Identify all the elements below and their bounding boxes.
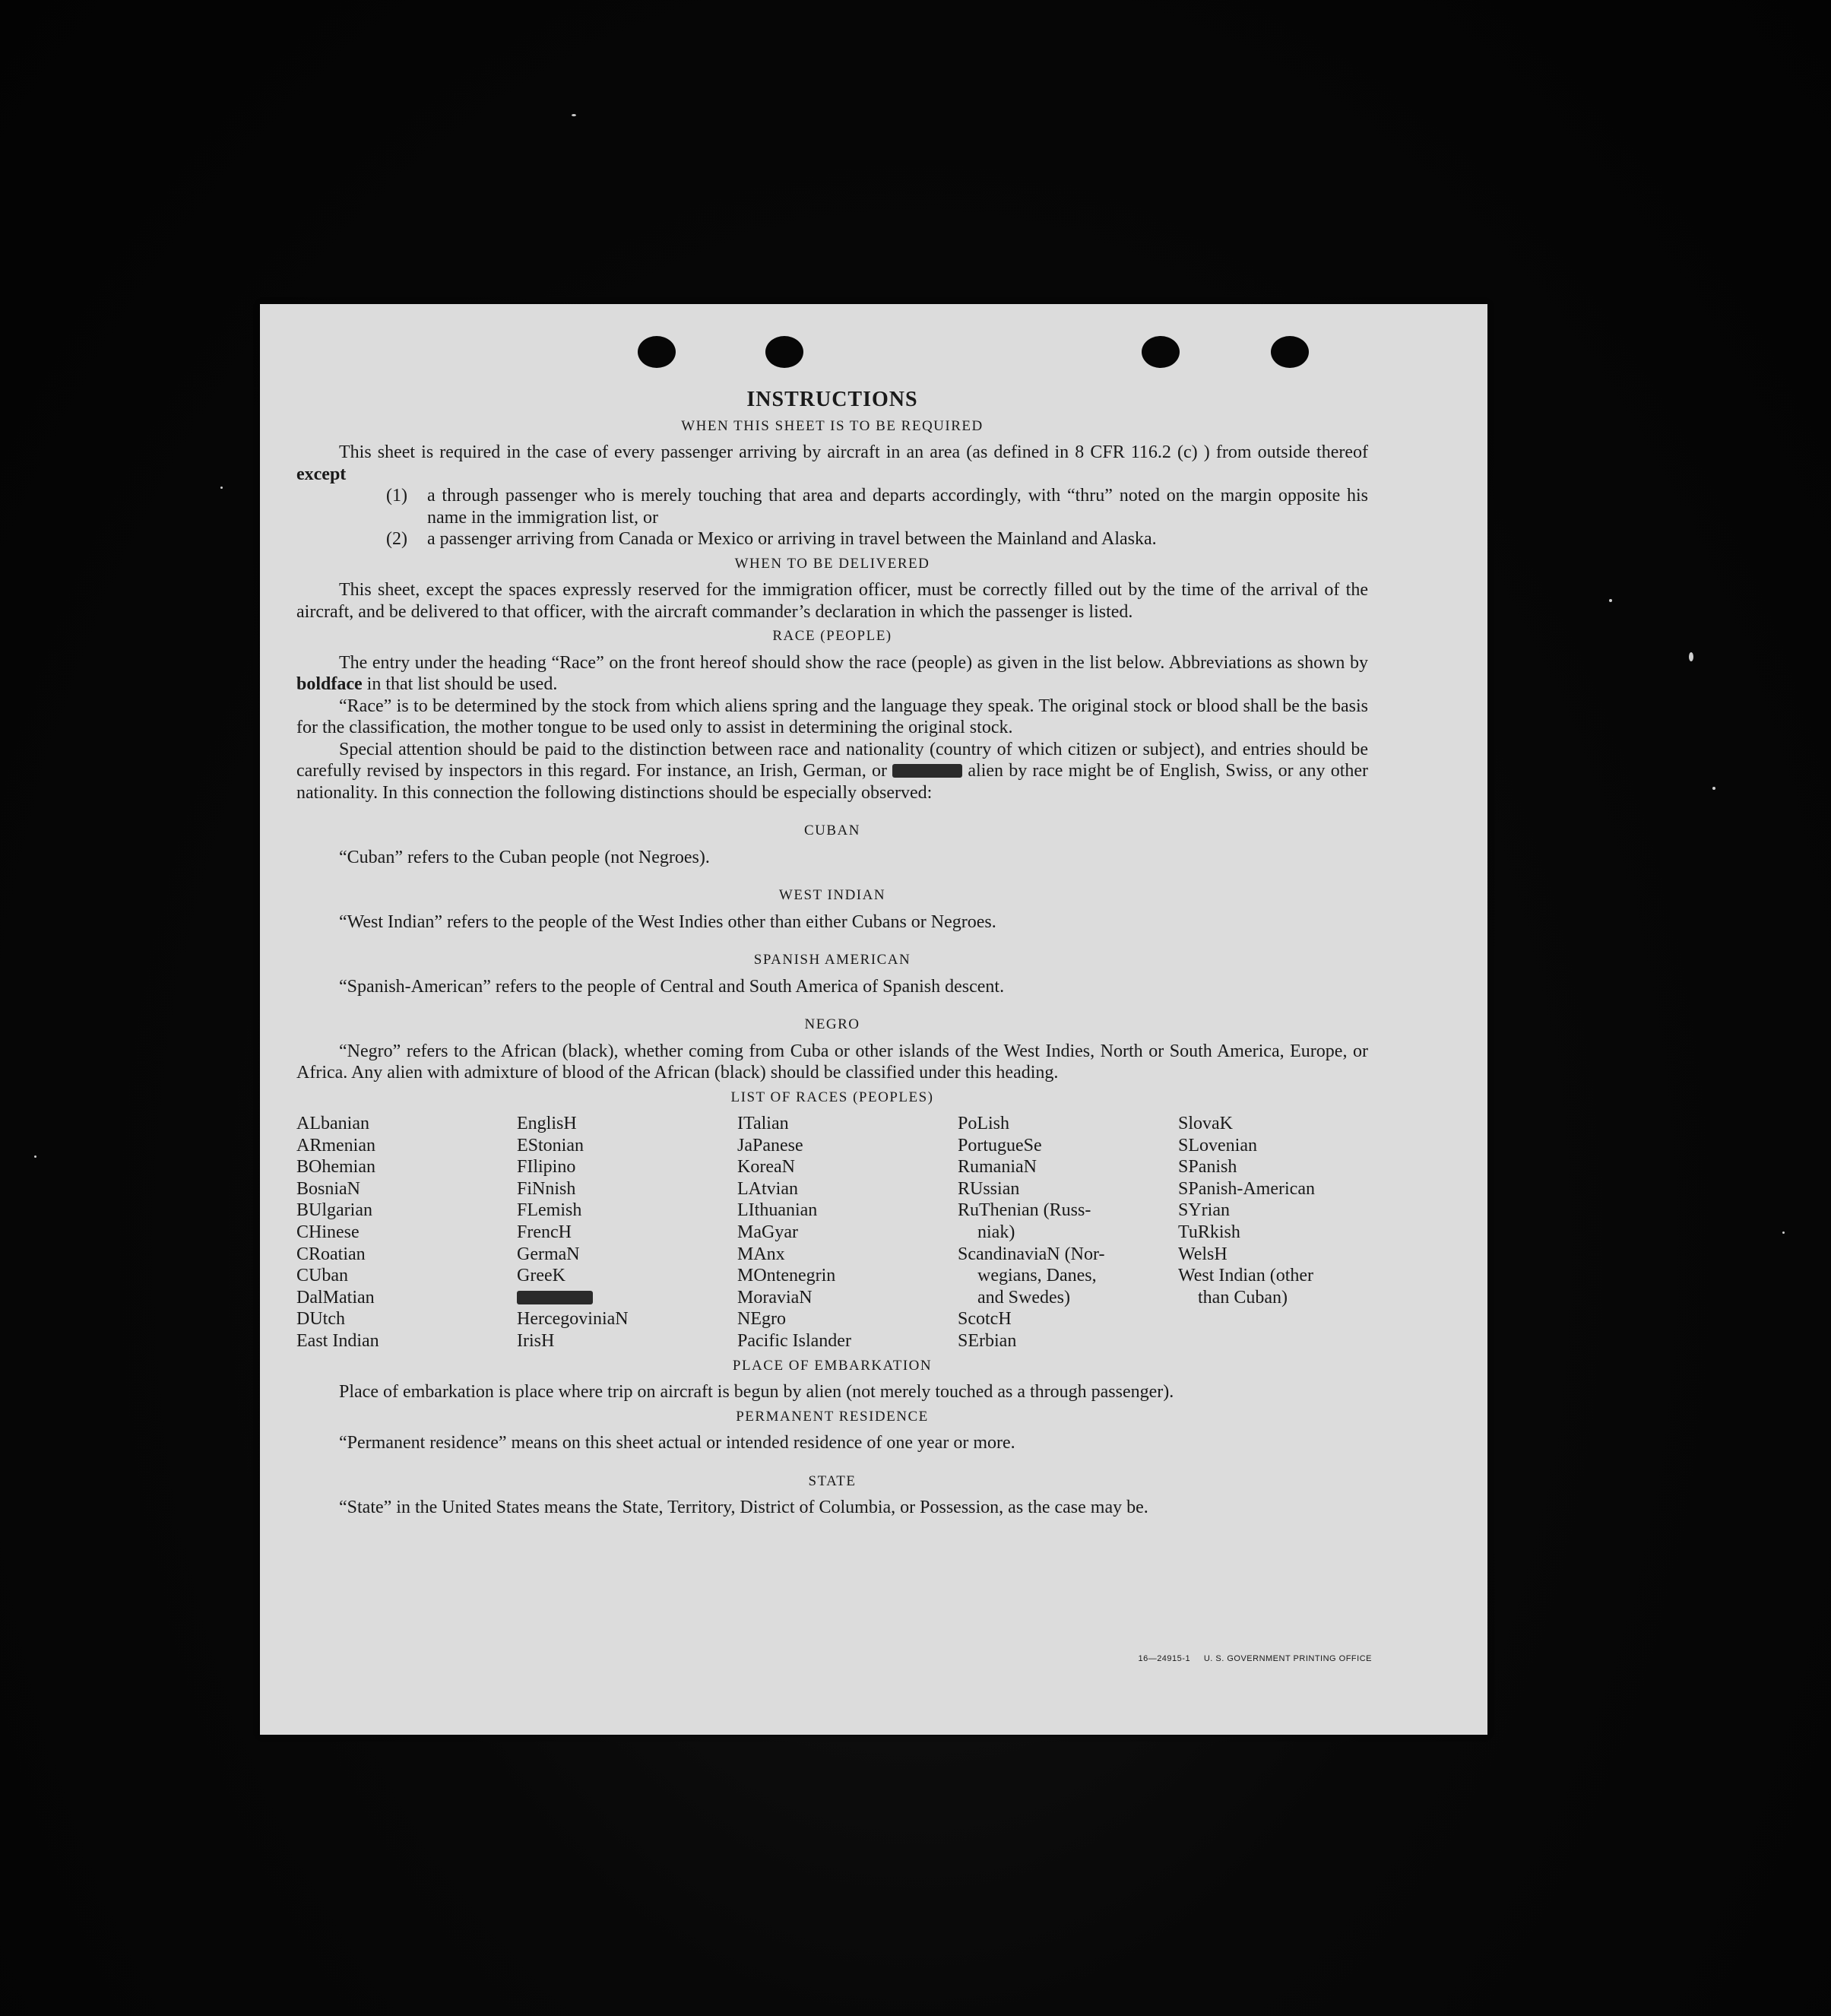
delivered-text: This sheet, except the spaces expressly reserved for the immigration officer, must be correctly filled out by the time of the arrival of the aircraft, and be delivered to that officer, with the aircraft commander’s declaration in which the passenger is listed. xyxy=(296,580,1368,622)
race-column xyxy=(737,1113,958,1352)
race-entry: FLemish xyxy=(517,1200,582,1221)
section-heading: WHEN TO BE DELIVERED xyxy=(734,555,930,572)
race-entry: GermaN xyxy=(517,1244,580,1264)
race-entry: SYrian xyxy=(1178,1200,1230,1221)
race-entry: SPanish xyxy=(1178,1157,1237,1178)
race-entry: PortugueSe xyxy=(958,1135,1042,1155)
race-entry: RuThenian (Russ- xyxy=(958,1200,1091,1221)
residence-text: “Permanent residence” means on this sheet actual or intended residence of one year or more. xyxy=(339,1433,1015,1453)
section-heading: RACE (PEOPLE) xyxy=(772,628,892,644)
printer-name: U. S. GOVERNMENT PRINTING OFFICE xyxy=(1203,1654,1372,1663)
race-entry: MAnx xyxy=(737,1244,785,1264)
race-entry: FIlipino xyxy=(517,1157,576,1178)
race-entry: DalMatian xyxy=(296,1287,375,1308)
race-column xyxy=(296,1113,517,1352)
race-entry: ALbanian xyxy=(296,1114,369,1133)
race-entry: ITalian xyxy=(737,1114,789,1133)
race-entry: SPanish-American xyxy=(1178,1178,1315,1199)
race-entry: ScandinaviaN (Nor- xyxy=(958,1244,1105,1264)
race-entry: DUtch xyxy=(296,1309,345,1330)
section-heading: CUBAN xyxy=(803,823,860,838)
race-entry: SErbian xyxy=(958,1330,1017,1351)
race-entry: East Indian xyxy=(296,1330,379,1351)
required-intro: This sheet is required in the case of every passenger arriving by aircraft in an area (as defined in 8 CFR 116.2 (c) ) from outside thereof except xyxy=(296,442,1368,484)
cuban-text: “Cuban” refers to the Cuban people (not Negroes). xyxy=(339,847,710,867)
race-list xyxy=(296,1113,1368,1352)
form-number: 16—24915-1 xyxy=(1138,1654,1191,1663)
race-entry: and Swedes) xyxy=(977,1287,1070,1308)
punch-hole xyxy=(638,336,676,368)
race-paragraph: “Race” is to be determined by the stock from which aliens spring and the language they speak. The original stock or blood shall be the basis for the classification, the mother tongue to be used only to assist in determining the original stock. xyxy=(296,696,1368,737)
dust-speck xyxy=(1609,599,1612,602)
race-entry: LIthuanian xyxy=(737,1200,818,1221)
section-heading: STATE xyxy=(808,1472,857,1489)
race-entry: NEgro xyxy=(737,1309,786,1330)
race-entry: wegians, Danes, xyxy=(977,1266,1097,1286)
negro-text: “Negro” refers to the African (black), whether coming from Cuba or other islands of the West Indies, North or South America, Europe, or Africa. Any alien with admixture of blood of the African (black) should be classified under this heading. xyxy=(296,1041,1368,1082)
instructions-body xyxy=(296,389,1368,1519)
race-entry: SlovaK xyxy=(1178,1114,1233,1133)
race-entry: RUssian xyxy=(958,1178,1020,1199)
punch-hole xyxy=(765,336,803,368)
printer-imprint xyxy=(1138,1654,1372,1663)
race-entry: WelsH xyxy=(1178,1244,1228,1264)
section-heading: PLACE OF EMBARKATION xyxy=(732,1357,933,1374)
race-entry: CHinese xyxy=(296,1222,360,1242)
race-column xyxy=(1178,1113,1399,1352)
race-paragraph: The entry under the heading “Race” on the front hereof should show the race (people) as given in the list below. Abbreviations as shown by boldface in that list should be used. xyxy=(296,652,1368,694)
race-entry: IrisH xyxy=(517,1330,555,1351)
race-entry: ScotcH xyxy=(958,1309,1012,1330)
race-entry: KoreaN xyxy=(737,1157,795,1178)
race-entry: MaGyar xyxy=(737,1222,798,1242)
race-entry: PoLish xyxy=(958,1114,1010,1133)
state-text: “State” in the United States means the State, Territory, District of Columbia, or Possession, as the case may be. xyxy=(339,1498,1148,1518)
race-entry-redacted xyxy=(517,1287,737,1309)
race-entry: MOntenegrin xyxy=(737,1266,836,1286)
west-indian-text: “West Indian” refers to the people of the West Indies other than either Cubans or Negroes. xyxy=(339,911,996,932)
dust-speck xyxy=(220,487,223,489)
redaction-mark xyxy=(517,1291,593,1304)
section-heading: PERMANENT RESIDENCE xyxy=(736,1408,929,1425)
dust-speck xyxy=(1689,652,1693,661)
embarkation-text: Place of embarkation is place where trip on aircraft is begun by alien (not merely touched as a through passenger). xyxy=(339,1382,1174,1403)
instruction-sheet xyxy=(260,304,1487,1735)
punch-hole xyxy=(1271,336,1309,368)
list-item: (2) a passenger arriving from Canada or Mexico or arriving in travel between the Mainland and Alaska. xyxy=(386,529,1157,549)
race-entry: FrencH xyxy=(517,1222,572,1242)
race-entry: LAtvian xyxy=(737,1178,798,1199)
race-entry: Pacific Islander xyxy=(737,1330,851,1351)
race-entry: niak) xyxy=(977,1222,1015,1242)
section-heading: LIST OF RACES (PEOPLES) xyxy=(730,1089,934,1105)
race-entry: BosniaN xyxy=(296,1178,360,1199)
dust-speck xyxy=(34,1155,36,1158)
race-entry: FiNnish xyxy=(517,1178,576,1199)
race-entry: West Indian (other xyxy=(1178,1266,1314,1286)
race-entry: EnglisH xyxy=(517,1114,577,1133)
section-heading: WEST INDIAN xyxy=(778,887,886,903)
race-entry: MoraviaN xyxy=(737,1287,813,1308)
race-entry: HercegoviniaN xyxy=(517,1309,629,1330)
dust-speck xyxy=(1712,787,1715,790)
section-heading: WHEN THIS SHEET IS TO BE REQUIRED xyxy=(681,417,984,434)
race-paragraph: Special attention should be paid to the distinction between race and nationality (country of which citizen or subject), and entries should be carefully revised by inspectors in this regard. For instance, an Irish, German, or alien by race might be of English, Swiss, or any other nationality. In this connection the following distinctions should be especially observed: xyxy=(296,739,1369,803)
race-entry: BOhemian xyxy=(296,1157,375,1178)
section-heading: SPANISH AMERICAN xyxy=(753,952,911,968)
race-entry: than Cuban) xyxy=(1198,1287,1288,1308)
page-title: INSTRUCTIONS xyxy=(746,388,918,411)
punch-hole xyxy=(1142,336,1180,368)
race-entry: CRoatian xyxy=(296,1244,366,1264)
race-entry: ARmenian xyxy=(296,1135,375,1155)
redaction-mark xyxy=(892,764,962,778)
dust-speck xyxy=(1782,1231,1785,1234)
race-column xyxy=(958,1113,1178,1352)
list-item: (1) a through passenger who is merely touching that area and departs accordingly, with “thru” noted on the margin opposite his name in the immigration list, or xyxy=(386,486,1368,528)
spanish-american-text: “Spanish-American” refers to the people of Central and South America of Spanish descent. xyxy=(339,976,1005,997)
section-heading: NEGRO xyxy=(804,1016,860,1032)
race-entry: BUlgarian xyxy=(296,1200,372,1221)
race-entry: GreeK xyxy=(517,1266,565,1286)
race-entry: RumaniaN xyxy=(958,1157,1037,1178)
race-column xyxy=(517,1113,737,1352)
race-entry: JaPanese xyxy=(737,1135,803,1155)
race-entry: SLovenian xyxy=(1178,1135,1257,1155)
race-entry: EStonian xyxy=(517,1135,584,1155)
dust-speck xyxy=(572,114,576,116)
race-entry: TuRkish xyxy=(1178,1222,1240,1242)
race-entry: CUban xyxy=(296,1266,348,1286)
